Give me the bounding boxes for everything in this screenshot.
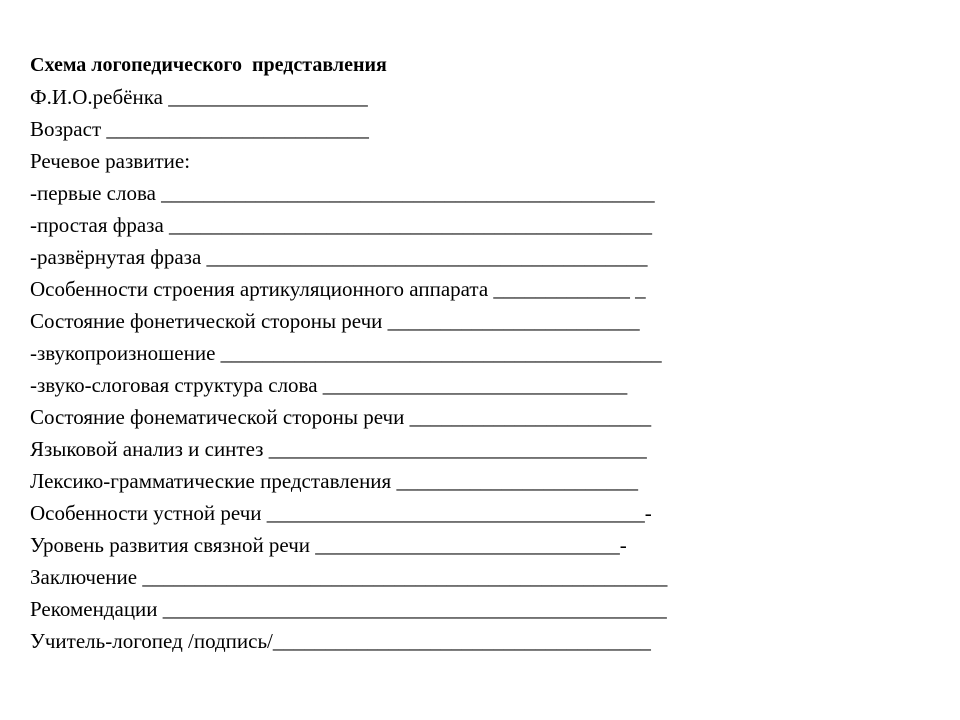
field-simple-phrase: -простая фраза ______________________________________________ — [30, 213, 653, 237]
field-recommendations: Рекомендации ________________________________________________ — [30, 597, 667, 621]
field-phonemic-side: Состояние фонематической стороны речи _______________________ — [30, 405, 652, 429]
field-phonetic-side: Состояние фонетической стороны речи ________________________ — [30, 309, 640, 333]
field-conclusion: Заключение __________________________________________________ — [30, 565, 668, 589]
field-extended-phrase: -развёрнутая фраза __________________________________________ — [30, 245, 648, 269]
field-syllable-structure: -звуко-слоговая структура слова _____________________________ — [30, 373, 628, 397]
field-oral-speech: Особенности устной речи ____________________________________- — [30, 501, 652, 525]
field-language-analysis: Языковой анализ и синтез ____________________________________ — [30, 437, 647, 461]
field-signature: Учитель-логопед /подпись/____________________________________ — [30, 629, 651, 653]
field-child-name: Ф.И.О.ребёнка ___________________ — [30, 85, 368, 109]
field-sound-pronunciation: -звукопроизношение __________________________________________ — [30, 341, 662, 365]
field-articulation: Особенности строения артикуляционного аппарата _____________ _ — [30, 277, 646, 301]
field-first-words: -первые слова _______________________________________________ — [30, 181, 655, 205]
section-speech-development: Речевое развитие: — [30, 149, 191, 173]
field-age: Возраст _________________________ — [30, 117, 369, 141]
form-title: Схема логопедического представления — [30, 54, 387, 76]
field-lexical-grammar: Лексико-грамматические представления _______________________ — [30, 469, 638, 493]
field-coherent-speech: Уровень развития связной речи _____________________________- — [30, 533, 627, 557]
